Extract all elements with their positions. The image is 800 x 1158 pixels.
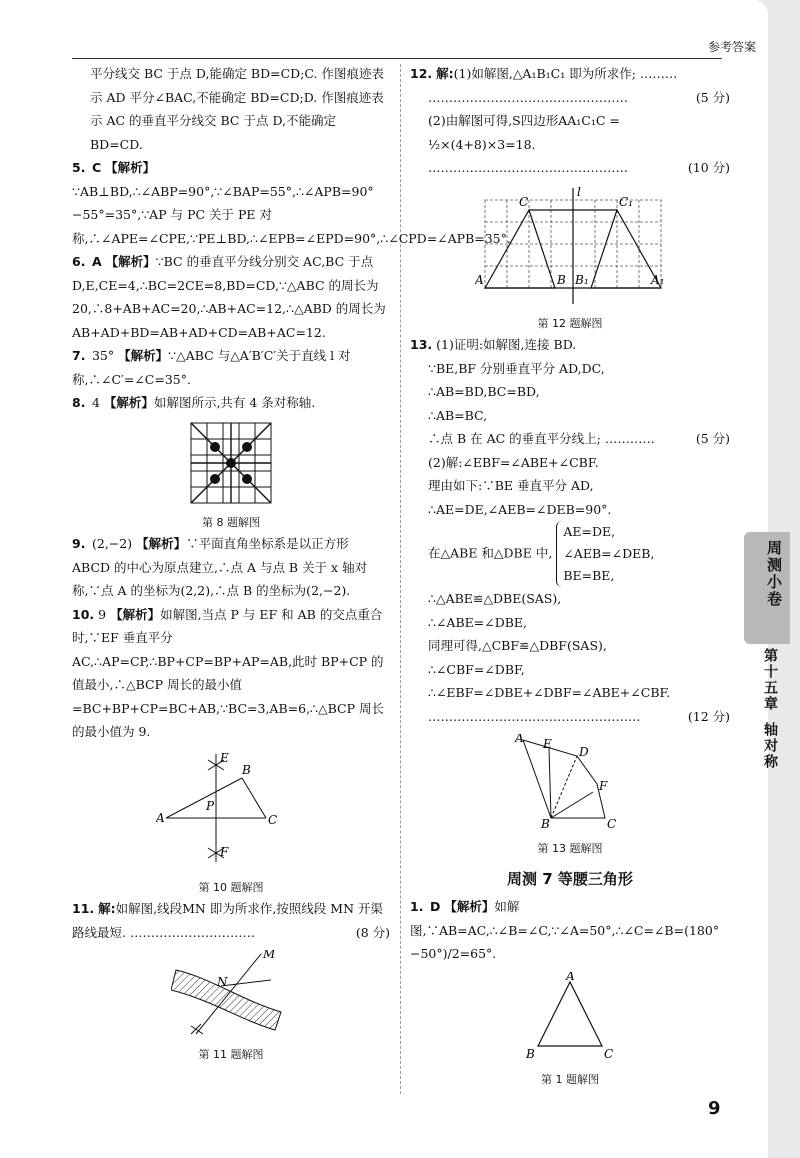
q10-figure [72,750,390,878]
s1: 1. D 【解析】如解图,∵AB=AC,∴∠B=∠C,∵∠A=50°,∴∠C=∠B=(180°−50°)/2=65°. [410,899,720,961]
svg-text:F: F [220,844,229,859]
q11-caption: 第 11 题解图 [198,1047,264,1061]
q13-diagram [505,734,635,830]
svg-text:F: F [599,779,608,793]
q13-line3: ∴AB=BD,BC=BD, [428,384,540,399]
svg-text:N: N [217,975,228,989]
q10-caption: 第 10 题解图 [198,881,264,894]
q13-line9: 在△ABE 和△DBE 中, AE=DE, ∠AEB=∠DEB, BE=BE, [410,521,730,587]
q13-caption: 第 13 题解图 [537,841,603,855]
side-topic: 轴对称 [762,722,778,770]
svg-text:C: C [604,1046,614,1061]
q8-caption: 第 8 题解图 [202,516,260,529]
svg-text:C₁: C₁ [619,194,633,209]
svg-text:C: C [519,194,529,209]
side-tab-label: 周测小卷 [765,540,783,608]
q11: 11. 解:如解图,线段MN 即为所求作,按照线段 MN 开渠路线最短. ………………………… (8 分) [72,901,390,940]
s1-figure [410,972,730,1070]
q13-figure [410,734,730,838]
svg-text:B: B [526,1046,535,1061]
q13-line10: ∴△ABE≌△DBE(SAS), [428,591,562,606]
q10: 10. 9 【解析】如解图,当点 P 与 EF 和 AB 的交点重合时,∵EF 垂直平分 AC,∴AP=CP,∴BP+CP=BP+AP=AB,此时 BP+CP 的值最小,∴△BCP 周长的最小值=BC+BP+CP=BC+AB,∵BC=3,AB=6,∴△BCP 周长的最小值为 9. [72,606,384,739]
svg-text:A: A [475,272,484,287]
q10-triangle-diagram [156,750,306,870]
q13-line2: ∵BE,BF 分别垂直平分 AD,DC, [428,360,605,376]
q13-brace: AE=DE, ∠AEB=∠DEB, BE=BE, [556,521,654,587]
svg-text:P: P [206,798,215,813]
page-header: 参考答案 [707,40,756,54]
q8-figure [72,421,390,513]
q12-line1-dots: ………………………………………… (5 分) [428,89,730,105]
svg-text:D: D [579,745,589,759]
section-title: 周测 7 等腰三角形 [507,869,633,888]
svg-text:B: B [242,762,251,777]
q12-caption: 第 12 题解图 [537,317,603,330]
svg-text:M: M [263,950,276,961]
q13-line8: ∴AE=DE,∠AEB=∠DEB=90°. [428,501,612,517]
q13-line11: ∴∠ABE=∠DBE, [428,614,528,630]
q13-line5: ∴点 B 在 AC 的垂直平分线上; ………… (5 分) [428,431,730,446]
svg-text:B: B [541,817,550,830]
q5: 5. C 【解析】∵AB⊥BD,∴∠ABP=90°,∵∠BAP=55°,∴∠APB=90°−55°=35°,∵AP 与 PC 关于 PE 对称,∴∠APE=∠CPE,∵PE⊥BD,∴∠EPB=∠EPD=90°,∴∠CPD=∠APB=35°. [72,160,511,246]
page-number: 9 [708,1098,721,1119]
right-column [410,62,730,1089]
q8-grid-diagram [189,421,273,505]
svg-text:E: E [220,750,229,765]
q13-line1: 13. (1)证明:如解图,连接 BD. [410,337,577,352]
s1-triangle-diagram [520,972,620,1062]
svg-text:A: A [515,734,524,745]
svg-text:A: A [566,971,575,983]
svg-text:A: A [156,810,165,825]
side-chapter: 第十五章 [762,648,778,712]
svg-text:C: C [268,812,278,827]
q9: 9. (2,−2) 【解析】∵平面直角坐标系是以正方形 ABCD 的中心为原点建立,∴点 A 与点 B 关于 x 轴对称,∵点 A 的坐标为(2,2),∴点 B 的坐标为(2,−2). [72,536,368,598]
svg-text:E: E [543,737,552,751]
s1-caption: 第 1 题解图 [541,1073,599,1086]
q13-dots: …………………………………………… (12 分) [428,708,730,724]
q13-line4: ∴AB=BC, [428,407,488,423]
column-divider [400,64,401,1094]
header-rule [72,58,722,59]
q6: 6. A 【解析】∵BC 的垂直平分线分别交 AC,BC 于点 D,E,CE=4,∴BC=2CE=8,BD=CD,∵△ABC 的周长为 20,∴8+AB+AC=20,∴AB+AC=12,∴△ABD 的周长为 AB+AD+BD=AB+AD+CD=AB+AC=12. [72,254,386,340]
q12-grid-diagram [475,186,665,306]
svg-text:l: l [577,185,581,199]
q13-line7: 理由如下:∵BE 垂直平分 AD, [428,478,594,493]
svg-text:A₁: A₁ [651,272,665,287]
q11-figure [72,950,390,1044]
q13-line13: ∴∠CBF=∠DBF, [428,661,525,677]
q12-figure [410,186,730,314]
svg-text:B: B [557,272,566,287]
svg-text:C: C [607,817,617,830]
q13-line14: ∴∠EBF=∠DBE+∠DBF=∠ABE+∠CBF. [428,685,671,700]
svg-text:B₁: B₁ [575,272,589,287]
q8: 8. 4 【解析】如解图所示,共有 4 条对称轴. [72,395,316,410]
q13-line12: 同理可得,△CBF≌△DBF(SAS), [428,638,607,653]
q7: 7. 35° 【解析】∵△ABC 与△A′B′C′关于直线 l 对称,∴∠C′=∠C=35°. [72,348,351,387]
q13-line6: (2)解:∠EBF=∠ABE+∠CBF. [428,454,599,470]
q12-line1: 12. 解:(1)如解图,△A₁B₁C₁ 即为所求作; ……… [410,66,678,81]
q4-continuation: 平分线交 BC 于点 D,能确定 BD=CD;C. 作图痕迹表示 AD 平分∠BAC,不能确定 BD=CD;D. 作图痕迹表示 AC 的垂直平分线交 BC 于点 D,不能确定 BD=CD. [90,66,384,152]
q12-line2: (2)由解图可得,S四边形AA₁C₁C = ½×(4+8)×3=18. [428,113,620,152]
q11-channel-diagram [171,950,291,1036]
q12-line2-dots: ………………………………………… (10 分) [428,160,730,175]
